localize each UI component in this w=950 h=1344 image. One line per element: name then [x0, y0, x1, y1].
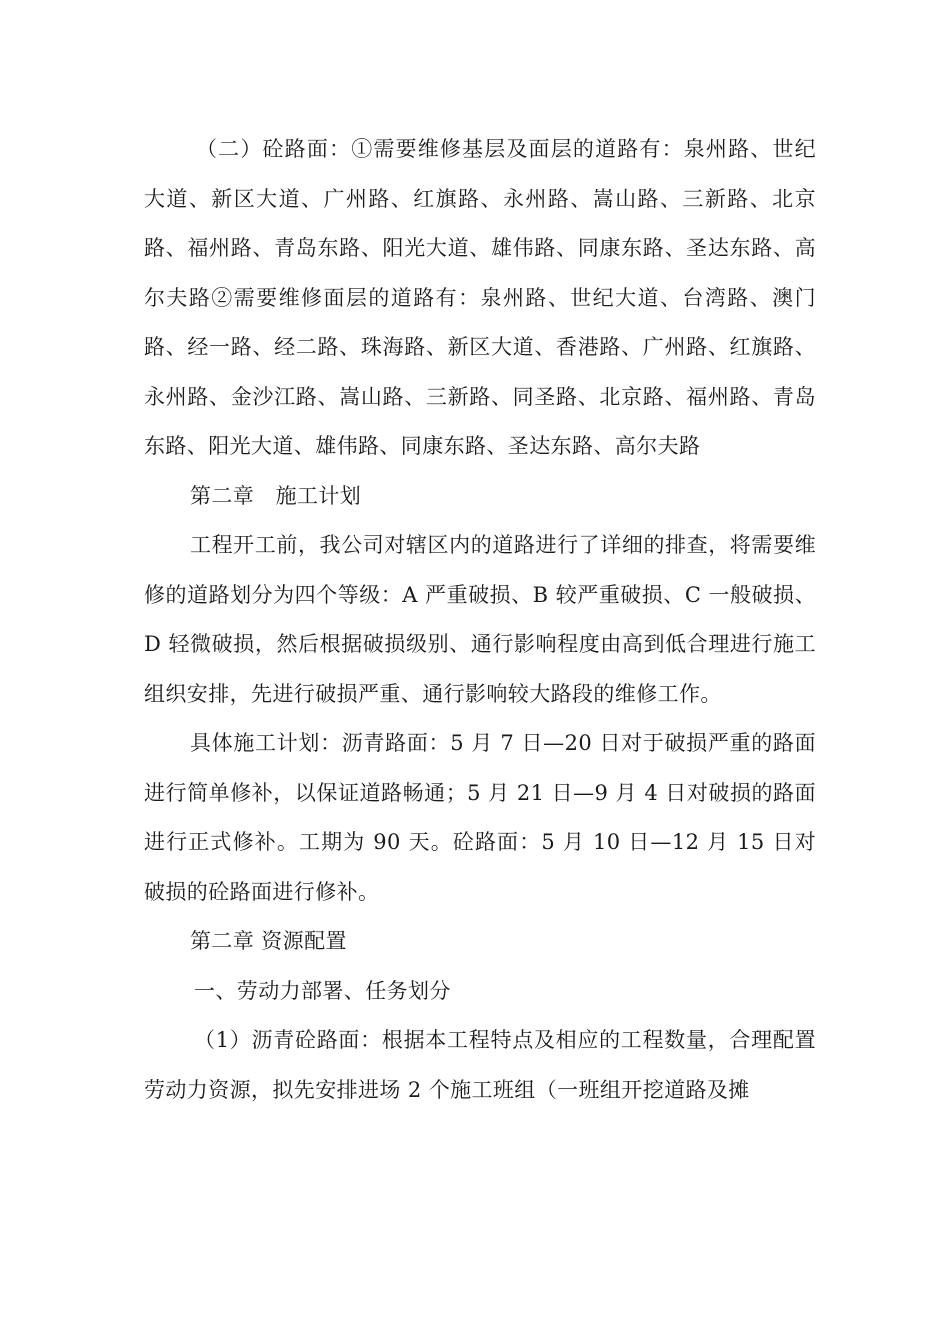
paragraph-asphalt-labor: （1）沥青砼路面：根据本工程特点及相应的工程数量，合理配置劳动力资源，拟先安排进场 2 个施工班组（一班组开挖道路及摊 — [144, 1028, 816, 1102]
chapter-heading-resources: 第二章 资源配置 — [190, 929, 347, 953]
paragraph-concrete-pavement: （二）砼路面：①需要维修基层及面层的道路有：泉州路、世纪大道、新区大道、广州路、红旗路、永州路、嵩山路、三新路、北京路、福州路、青岛东路、阳光大道、雄伟路、同康东路、圣达东路、高尔夫路②需要维修面层的道路有：泉州路、世纪大道、台湾路、澳门路、经一路、经二路、珠海路、新区大道、香港路、广州路、红旗路、永州路、金沙江路、嵩山路、三新路、同圣路、北京路、福州路、青岛东路、阳光大道、雄伟路、同康东路、圣达东路、高尔夫路 — [144, 137, 816, 458]
paragraph-plan-detail: 具体施工计划：沥青路面：5 月 7 日—20 日对于破损严重的路面进行简单修补，以保证道路畅通；5 月 21 日—9 月 4 日对破损的路面进行正式修补。工期为 90 天。砼路面：5 月 10 日—12 月 15 日对破损的砼路面进行修补。 — [144, 731, 816, 904]
section-heading-labor: 一、劳动力部署、任务划分 — [194, 978, 451, 1003]
chapter-heading-construction-plan: 第二章 施工计划 — [190, 483, 362, 508]
document-body — [144, 125, 816, 1115]
paragraph-plan-intro: 工程开工前，我公司对辖区内的道路进行了详细的排查，将需要维修的道路划分为四个等级：A 严重破损、B 较严重破损、C 一般破损、D 轻微破损，然后根据破损级别、通行影响程度由高到低合理进行施工组织安排，先进行破损严重、通行影响较大路段的维修工作。 — [144, 533, 816, 706]
